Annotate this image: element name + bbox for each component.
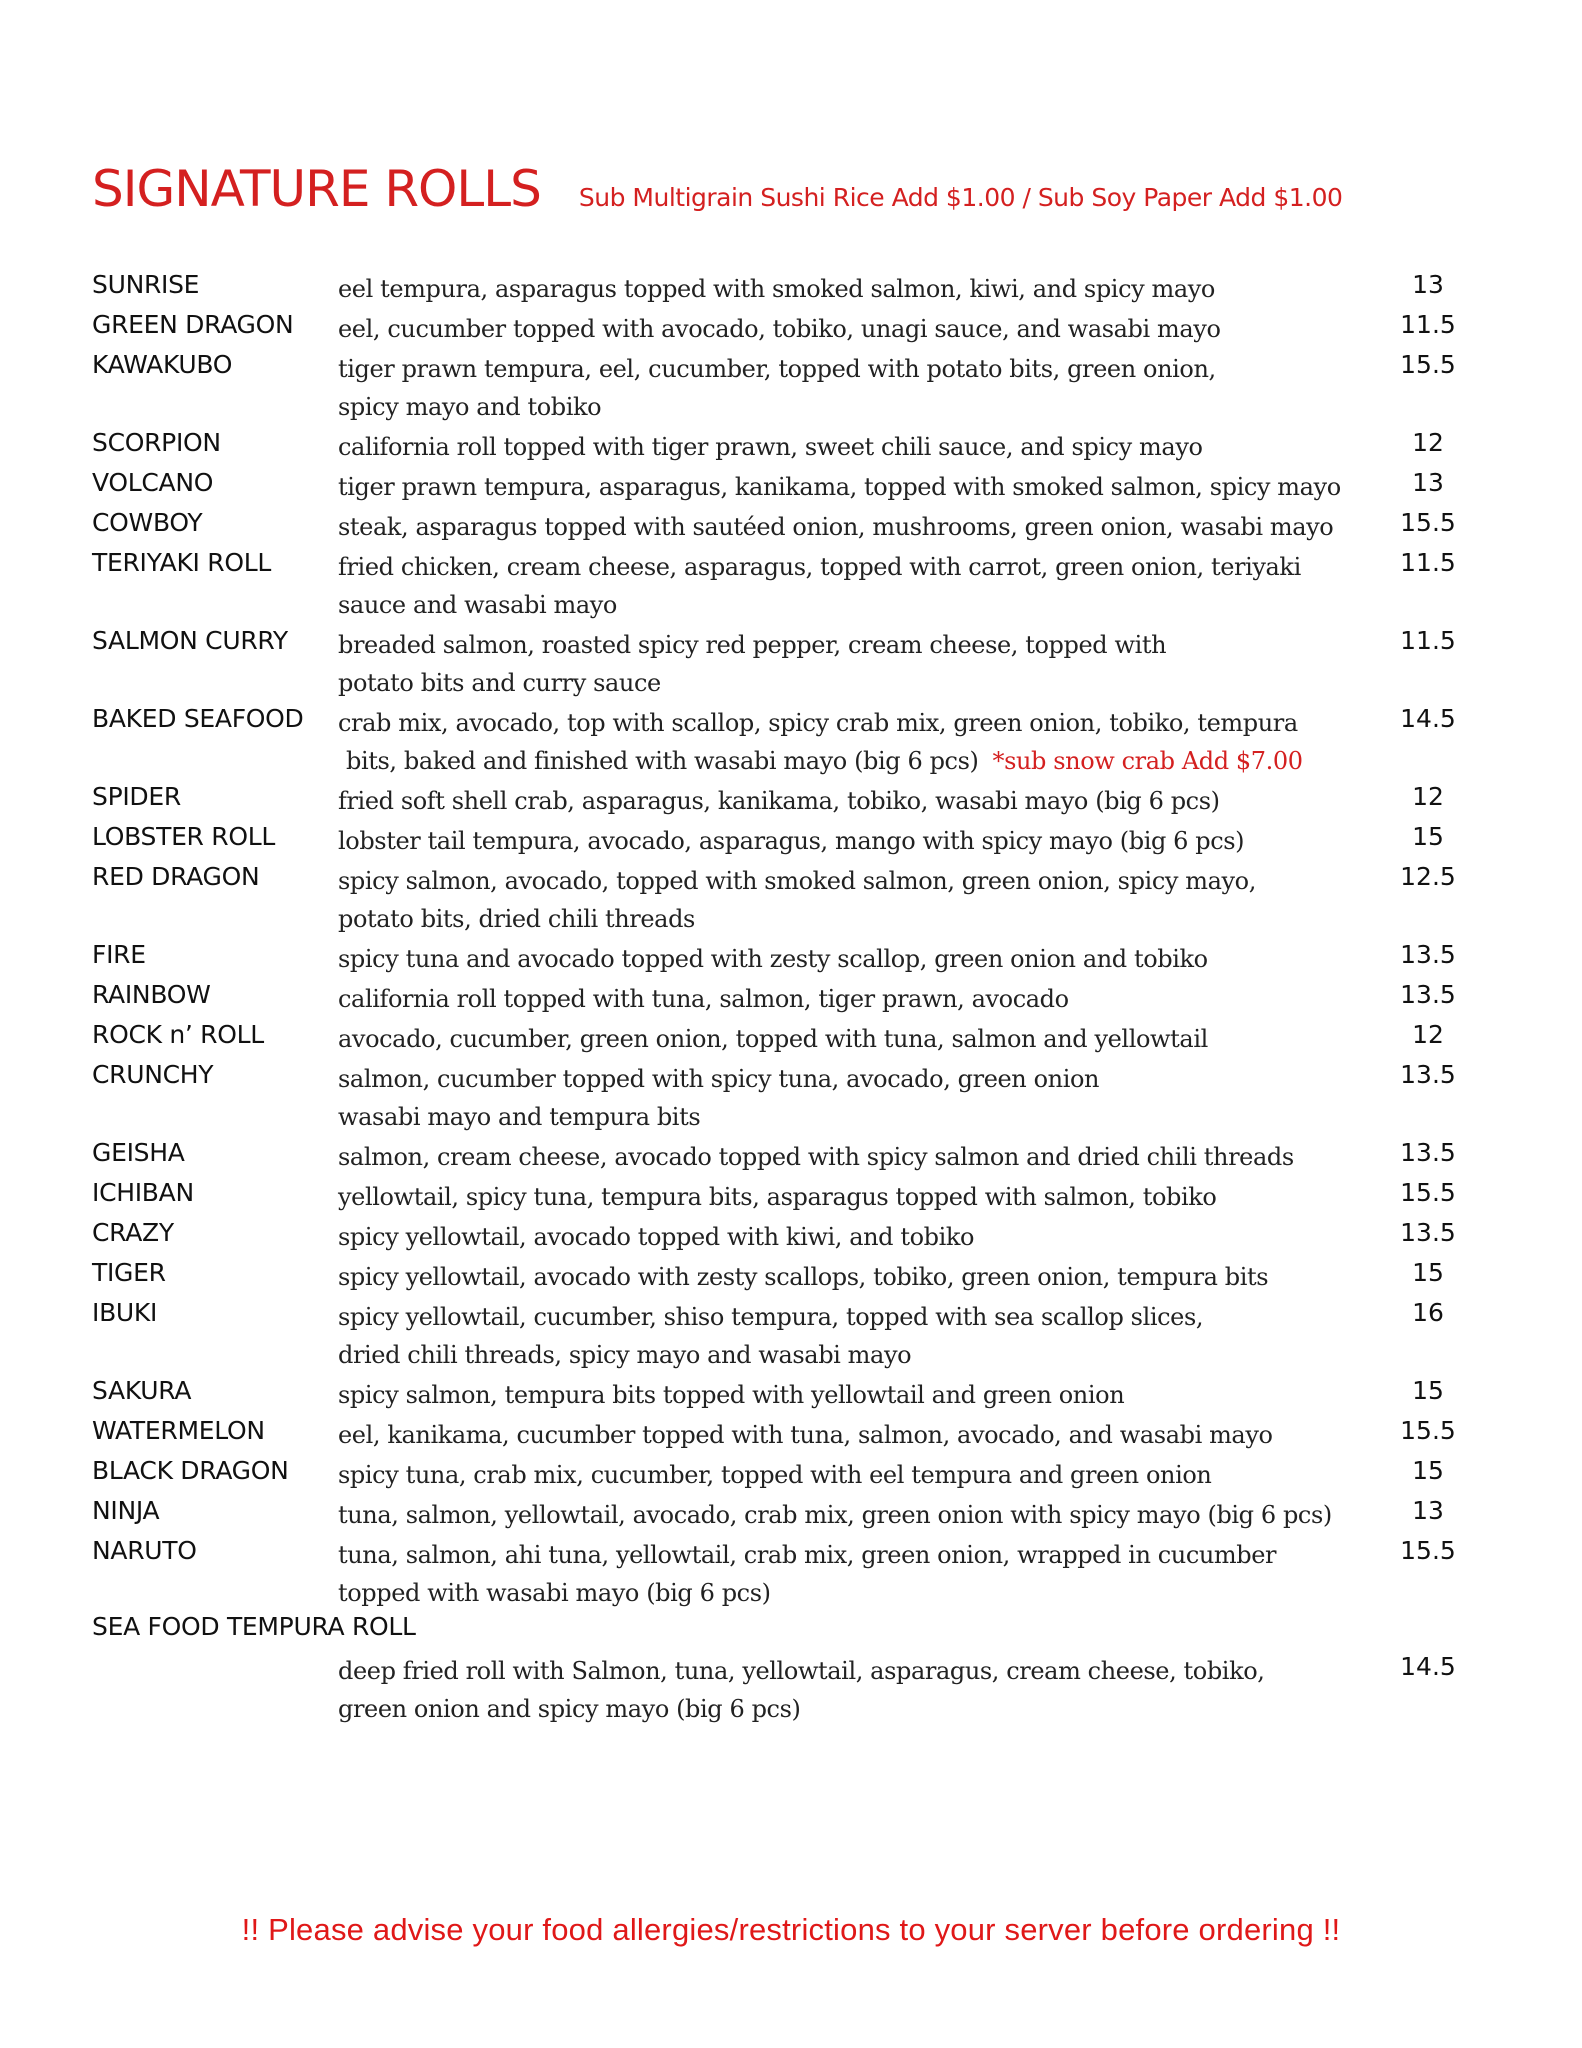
menu-item-name: SEA FOOD TEMPURA ROLL [92,1612,416,1641]
menu-item-name: NARUTO [92,1536,197,1565]
menu-item-description [338,1060,1378,1136]
menu-item-description-line: fried chicken, cream cheese, asparagus, topped with carrot, green onion, teriyaki [338,553,1301,581]
menu-item-description-text: potato bits, dried chili threads [338,905,695,933]
menu-header [92,160,1512,218]
page-title: SIGNATURE ROLLS [92,160,541,218]
menu-item [92,698,1472,776]
menu-item-price: 12.5 [1400,862,1456,891]
menu-item-price: 12 [1412,1020,1444,1049]
menu-item-description-line: fried soft shell crab, asparagus, kanikama, tobiko, wasabi mayo (big 6 pcs) [338,787,1220,815]
menu-item-description [338,782,1378,820]
menu-item-description [338,980,1378,1018]
menu-item [92,1292,1472,1370]
menu-item-price: 15.5 [1400,1178,1456,1207]
menu-item [92,304,1472,344]
menu-item-description-line [338,900,1378,938]
menu-item-description [338,350,1378,426]
menu-item-description [338,1376,1378,1414]
menu-item-price: 15 [1412,822,1444,851]
menu-item-description-line: spicy tuna, crab mix, cucumber, topped with eel tempura and green onion [338,1461,1212,1489]
menu-item-name: TERIYAKI ROLL [92,548,271,577]
menu-item-description-line: tiger prawn tempura, asparagus, kanikama, topped with smoked salmon, spicy mayo [338,473,1341,501]
menu-item-description [338,1298,1378,1374]
menu-item-description [338,1496,1378,1534]
menu-item-description-line [338,1098,1378,1136]
menu-item-price: 13.5 [1400,1138,1456,1167]
menu-item-name: TIGER [92,1258,166,1287]
menu-item-price: 13 [1412,270,1444,299]
menu-item-description-line [338,742,1378,780]
menu-item [92,1450,1472,1490]
menu-item [92,1172,1472,1212]
menu-item-description [338,1218,1378,1256]
menu-item-description-text: spicy mayo and tobiko [338,393,602,421]
menu-item [92,1490,1472,1530]
menu-item-description-line [338,586,1378,624]
menu-item-name: WATERMELON [92,1416,265,1445]
menu-item-price: 11.5 [1400,626,1456,655]
menu-item-description [338,548,1378,624]
menu-item [92,620,1472,698]
menu-item [92,502,1472,542]
menu-item-price: 13.5 [1400,1060,1456,1089]
menu-item-description-line: lobster tail tempura, avocado, asparagus, mango with spicy mayo (big 6 pcs) [338,827,1245,855]
menu-item-description-line: spicy yellowtail, avocado topped with kiwi, and tobiko [338,1223,975,1251]
menu-item-description [338,1178,1378,1216]
menu-item-description [338,862,1378,938]
menu-item-price: 15.5 [1400,508,1456,537]
menu-item-name: SALMON CURRY [92,626,288,655]
menu-item-price: 15.5 [1400,350,1456,379]
menu-item-description [338,822,1378,860]
menu-item-description-line: eel tempura, asparagus topped with smoked salmon, kiwi, and spicy mayo [338,275,1215,303]
menu-item-price: 15 [1412,1376,1444,1405]
menu-item-description-line: eel, cucumber topped with avocado, tobiko, unagi sauce, and wasabi mayo [338,315,1221,343]
menu-item-description [338,1536,1378,1612]
menu-item-price: 15.5 [1400,1536,1456,1565]
menu-item [92,1054,1472,1132]
menu-item-description-text: sauce and wasabi mayo [338,591,617,619]
menu-item [92,1212,1472,1252]
menu-item-name: IBUKI [92,1298,158,1327]
menu-list [92,264,1472,1726]
menu-item-description-line: salmon, cream cheese, avocado topped with spicy salmon and dried chili threads [338,1143,1294,1171]
menu-item-description [338,940,1378,978]
menu-item [92,264,1472,304]
menu-item-description [338,626,1378,702]
menu-item-price: 14.5 [1400,1652,1456,1681]
menu-item-name: NINJA [92,1496,160,1525]
menu-item-description-line [338,388,1378,426]
menu-item-tempura-header [92,1608,1472,1646]
menu-item-description [338,468,1378,506]
menu-item [92,1646,1472,1726]
menu-item-description-line: deep fried roll with Salmon, tuna, yellowtail, asparagus, cream cheese, tobiko, [338,1657,1265,1685]
menu-item [92,1252,1472,1292]
menu-item-description [338,270,1378,308]
menu-item-price: 13 [1412,1496,1444,1525]
menu-item-price: 13.5 [1400,1218,1456,1247]
menu-item-name: RAINBOW [92,980,211,1009]
menu-item [92,1132,1472,1172]
menu-item-description [338,1416,1378,1454]
menu-item-name: VOLCANO [92,468,214,497]
menu-item [92,1370,1472,1410]
menu-item-description [338,1138,1378,1176]
menu-item-description-line: crab mix, avocado, top with scallop, spicy crab mix, green onion, tobiko, tempura [338,709,1298,737]
menu-item [92,1014,1472,1054]
menu-item [92,816,1472,856]
menu-item-description [338,1652,1378,1728]
menu-item-price: 11.5 [1400,310,1456,339]
menu-item-description-line: avocado, cucumber, green onion, topped with tuna, salmon and yellowtail [338,1025,1208,1053]
menu-item-description-line: salmon, cucumber topped with spicy tuna, avocado, green onion [338,1065,1100,1093]
menu-item-price: 13.5 [1400,940,1456,969]
rice-substitution-note: Sub Multigrain Sushi Rice Add $1.00 / Sub Soy Paper Add $1.00 [578,183,1343,212]
menu-item-description-line: tuna, salmon, ahi tuna, yellowtail, crab mix, green onion, wrapped in cucumber [338,1541,1277,1569]
menu-item-price: 16 [1412,1298,1444,1327]
menu-item-price: 15 [1412,1456,1444,1485]
menu-item [92,974,1472,1014]
menu-item-price: 13.5 [1400,980,1456,1009]
menu-item-description-line: yellowtail, spicy tuna, tempura bits, asparagus topped with salmon, tobiko [338,1183,1217,1211]
menu-item-description-line: tiger prawn tempura, eel, cucumber, topped with potato bits, green onion, [338,355,1216,383]
menu-item-description-text: wasabi mayo and tempura bits [338,1103,701,1131]
menu-item-name: CRUNCHY [92,1060,214,1089]
menu-item-description-line: california roll topped with tuna, salmon, tiger prawn, avocado [338,985,1069,1013]
menu-item-description [338,1020,1378,1058]
menu-item-description-text: potato bits and curry sauce [338,669,661,697]
menu-item-description-text: topped with wasabi mayo (big 6 pcs) [338,1579,771,1607]
menu-item-description-line: steak, asparagus topped with sautéed onion, mushrooms, green onion, wasabi mayo [338,513,1334,541]
menu-item-description-line: spicy salmon, avocado, topped with smoked salmon, green onion, spicy mayo, [338,867,1256,895]
menu-item-description-line: breaded salmon, roasted spicy red pepper, cream cheese, topped with [338,631,1167,659]
menu-item-price: 15.5 [1400,1416,1456,1445]
menu-item-name: LOBSTER ROLL [92,822,275,851]
menu-item-description-line [338,1574,1378,1612]
menu-item-description-line: green onion and spicy mayo (big 6 pcs) [338,1695,801,1723]
menu-item-name: GEISHA [92,1138,185,1167]
menu-item-name: BLACK DRAGON [92,1456,289,1485]
menu-item-name: SPIDER [92,782,181,811]
menu-item-description-line: spicy yellowtail, cucumber, shiso tempura, topped with sea scallop slices, [338,1303,1204,1331]
menu-item-description [338,310,1378,348]
menu-item-description [338,704,1378,780]
menu-item-name: RED DRAGON [92,862,260,891]
menu-item [92,776,1472,816]
snow-crab-note: *sub snow crab Add $7.00 [992,747,1303,775]
menu-item-description-text: bits, baked and finished with wasabi mayo (big 6 pcs) [346,747,979,775]
menu-item-price: 11.5 [1400,548,1456,577]
menu-item-description-line [338,1336,1378,1374]
allergy-notice: !! Please advise your food allergies/restrictions to your server before ordering !! [241,1912,1341,1947]
menu-item-description-text: dried chili threads, spicy mayo and wasabi mayo [338,1341,912,1369]
menu-item-description [338,1258,1378,1296]
menu-item [92,1530,1472,1608]
menu-item-description-line: tuna, salmon, yellowtail, avocado, crab mix, green onion with spicy mayo (big 6 pcs) [338,1501,1332,1529]
menu-item-price: 13 [1412,468,1444,497]
menu-item-description-line [338,664,1378,702]
menu-item-name: ICHIBAN [92,1178,194,1207]
menu-item-description-line: spicy salmon, tempura bits topped with yellowtail and green onion [338,1381,1125,1409]
menu-item [92,1410,1472,1450]
menu-item-name: BAKED SEAFOOD [92,704,304,733]
menu-item [92,462,1472,502]
menu-item [92,934,1472,974]
menu-item-name: SUNRISE [92,270,200,299]
menu-item-name: FIRE [92,940,146,969]
menu-item-name: GREEN DRAGON [92,310,294,339]
menu-item-name: ROCK n’ ROLL [92,1020,264,1049]
menu-item-name: CRAZY [92,1218,174,1247]
menu-item-description-line: eel, kanikama, cucumber topped with tuna, salmon, avocado, and wasabi mayo [338,1421,1273,1449]
menu-item-name: SCORPION [92,428,221,457]
menu-item-description [338,508,1378,546]
menu-item-price: 12 [1412,428,1444,457]
menu-item [92,344,1472,422]
menu-item-description [338,428,1378,466]
menu-item-price: 12 [1412,782,1444,811]
menu-item [92,856,1472,934]
menu-item [92,542,1472,620]
menu-item-description-line: california roll topped with tiger prawn, sweet chili sauce, and spicy mayo [338,433,1203,461]
menu-item-description-line: spicy tuna and avocado topped with zesty scallop, green onion and tobiko [338,945,1208,973]
menu-item-name: SAKURA [92,1376,192,1405]
menu-item-name: COWBOY [92,508,203,537]
menu-item [92,422,1472,462]
menu-item-description-line: spicy yellowtail, avocado with zesty scallops, tobiko, green onion, tempura bits [338,1263,1269,1291]
menu-item-name: KAWAKUBO [92,350,233,379]
menu-item-price: 15 [1412,1258,1444,1287]
menu-item-description [338,1456,1378,1494]
menu-item-price: 14.5 [1400,704,1456,733]
